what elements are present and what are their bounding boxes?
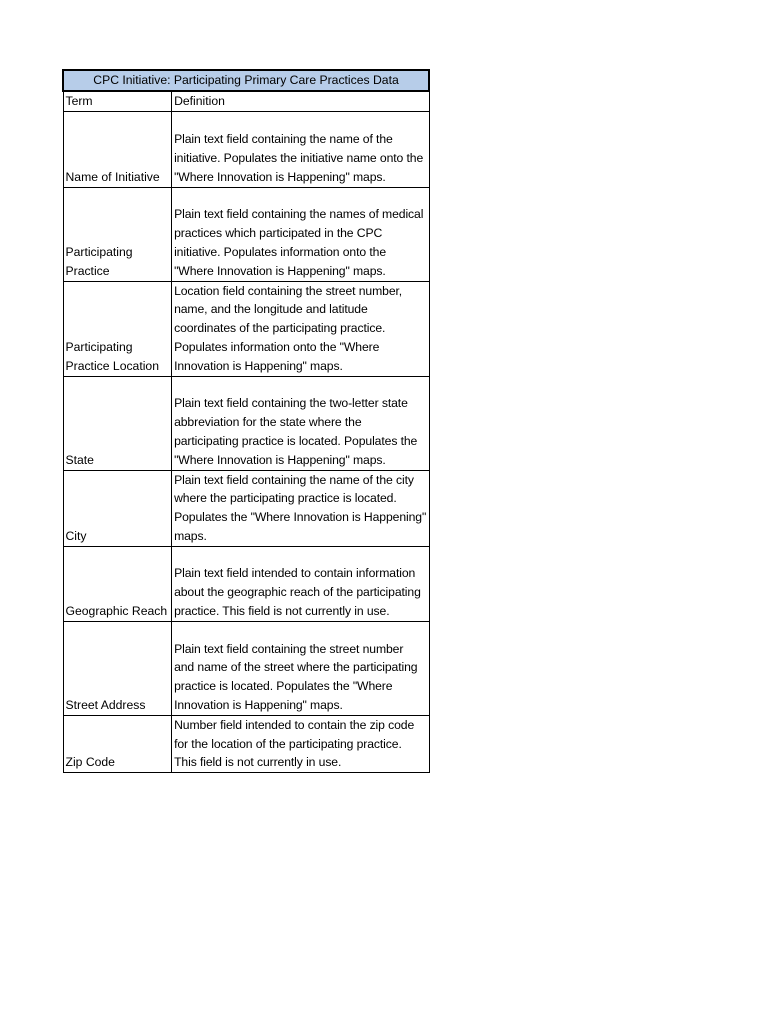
term-cell: Street Address xyxy=(63,621,172,715)
title-row xyxy=(63,70,429,91)
table-row xyxy=(63,715,429,772)
term-cell: Participating Practice xyxy=(63,187,172,281)
term-cell: Participating Practice Location xyxy=(63,281,172,376)
header-row xyxy=(63,91,429,111)
definition-cell: Plain text field containing the names of medical practices which participated in the CPC initiative. Populates information onto the "Where Innovation is Happening" maps. xyxy=(172,187,429,281)
definition-header: Definition xyxy=(172,91,429,111)
term-cell: City xyxy=(63,470,172,546)
definition-cell: Plain text field containing the street number and name of the street where the participating practice is located. Populates the "Where Innovation is Happening" maps. xyxy=(172,621,429,715)
table-row xyxy=(63,470,429,546)
definition-cell: Plain text field containing the two-letter state abbreviation for the state where the participating practice is located. Populates the "Where Innovation is Happening" maps. xyxy=(172,376,429,470)
term-cell: Zip Code xyxy=(63,715,172,772)
table-row xyxy=(63,376,429,470)
term-cell: State xyxy=(63,376,172,470)
table-title: CPC Initiative: Participating Primary Care Practices Data xyxy=(63,70,429,91)
table-row xyxy=(63,187,429,281)
definition-cell: Plain text field intended to contain information about the geographic reach of the participating practice. This field is not currently in use. xyxy=(172,546,429,621)
table-row xyxy=(63,546,429,621)
term-cell: Name of Initiative xyxy=(63,111,172,187)
term-header: Term xyxy=(63,91,172,111)
definition-cell: Plain text field containing the name of the initiative. Populates the initiative name onto the "Where Innovation is Happening" maps. xyxy=(172,111,429,187)
definition-cell: Plain text field containing the name of the city where the participating practice is located. Populates the "Where Innovation is Happening" maps. xyxy=(172,470,429,546)
table-row xyxy=(63,621,429,715)
definitions-table xyxy=(62,69,430,773)
definition-cell: Location field containing the street number, name, and the longitude and latitude coordinates of the participating practice. Populates information onto the "Where Innovation is Happening" maps. xyxy=(172,281,429,376)
definition-cell: Number field intended to contain the zip code for the location of the participating practice. This field is not currently in use. xyxy=(172,715,429,772)
term-cell: Geographic Reach xyxy=(63,546,172,621)
table-row xyxy=(63,281,429,376)
table-row xyxy=(63,111,429,187)
